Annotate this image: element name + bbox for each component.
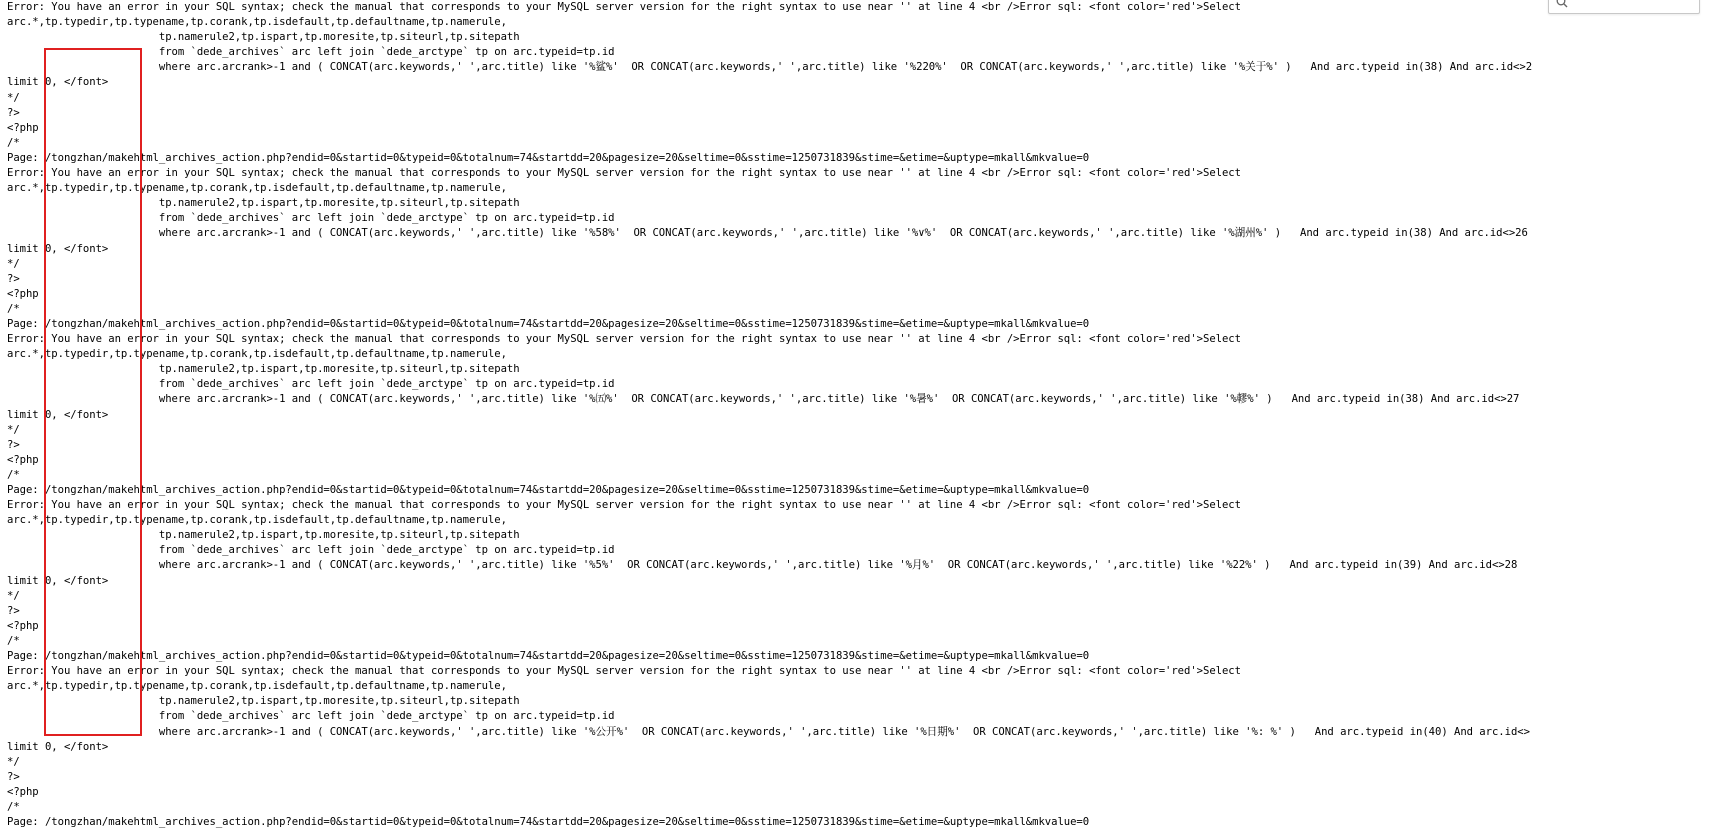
log-line: limit 0, </font>	[7, 242, 109, 255]
log-line: arc.*,tp.typedir,tp.typename,tp.corank,tp.isdefault,tp.defaultname,tp.namerule,	[7, 348, 507, 361]
log-line: Page: /tongzhan/makehtml_archives_action.php?endid=0&startid=0&typeid=0&totalnum=74&startdd=20&pagesize=20&seltime=0&sstime=1250731839&stime=&etime=&uptype=mkall&mkvalue=0	[7, 816, 1090, 829]
log-line: limit 0, </font>	[7, 740, 109, 753]
error-log-output	[7, 0, 1532, 830]
log-line: Error: You have an error in your SQL syntax; check the manual that corresponds to your MySQL server version for the right syntax to use near '' at line 4 <br />Error sql: <font color='red'>Select	[7, 1, 1241, 13]
log-line: <?php	[7, 785, 39, 798]
log-line: limit 0, </font>	[7, 408, 109, 421]
log-line: /*	[7, 468, 20, 481]
log-line: */	[7, 755, 20, 768]
log-line: tp.namerule2,tp.ispart,tp.moresite,tp.siteurl,tp.sitepath	[7, 529, 520, 542]
log-line: tp.namerule2,tp.ispart,tp.moresite,tp.siteurl,tp.sitepath	[7, 695, 520, 708]
log-line: */	[7, 589, 20, 602]
log-line: arc.*,tp.typedir,tp.typename,tp.corank,tp.isdefault,tp.defaultname,tp.namerule,	[7, 182, 507, 195]
log-line: Page: /tongzhan/makehtml_archives_action.php?endid=0&startid=0&typeid=0&totalnum=74&startdd=20&pagesize=20&seltime=0&sstime=1250731839&stime=&etime=&uptype=mkall&mkvalue=0	[7, 317, 1090, 330]
log-line: Page: /tongzhan/makehtml_archives_action.php?endid=0&startid=0&typeid=0&totalnum=74&startdd=20&pagesize=20&seltime=0&sstime=1250731839&stime=&etime=&uptype=mkall&mkvalue=0	[7, 484, 1090, 496]
log-line: arc.*,tp.typedir,tp.typename,tp.corank,tp.isdefault,tp.defaultname,tp.namerule,	[7, 514, 507, 527]
log-line: tp.namerule2,tp.ispart,tp.moresite,tp.siteurl,tp.sitepath	[7, 197, 520, 210]
log-line: limit 0, </font>	[7, 574, 109, 587]
log-line: Error: You have an error in your SQL syntax; check the manual that corresponds to your MySQL server version for the right syntax to use near '' at line 4 <br />Error sql: <font color='red'>Select	[7, 499, 1241, 512]
log-line: */	[7, 257, 20, 270]
log-line: */	[7, 423, 20, 436]
search-icon	[1556, 0, 1568, 8]
log-line: arc.*,tp.typedir,tp.typename,tp.corank,tp.isdefault,tp.defaultname,tp.namerule,	[7, 680, 507, 693]
log-line: from `dede_archives` arc left join `dede_arctype` tp on arc.typeid=tp.id	[7, 46, 615, 59]
log-line: Page: /tongzhan/makehtml_archives_action.php?endid=0&startid=0&typeid=0&totalnum=74&startdd=20&pagesize=20&seltime=0&sstime=1250731839&stime=&etime=&uptype=mkall&mkvalue=0	[7, 151, 1090, 164]
log-line: from `dede_archives` arc left join `dede_arctype` tp on arc.typeid=tp.id	[7, 544, 615, 557]
log-line: arc.*,tp.typedir,tp.typename,tp.corank,tp.isdefault,tp.defaultname,tp.namerule,	[7, 16, 507, 29]
log-line: ?>	[7, 106, 20, 119]
log-line: ?>	[7, 604, 20, 617]
log-line: where arc.arcrank>-1 and ( CONCAT(arc.keywords,' ',arc.title) like '%鲨%' OR CONCAT(arc.keywords,' ',arc.title) like '%220%' OR CONCAT(arc.keywords,' ',arc.title) like '%关于%' ) And arc.typeid in(38) And arc.id<>2	[7, 61, 1533, 74]
log-line: Error: You have an error in your SQL syntax; check the manual that corresponds to your MySQL server version for the right syntax to use near '' at line 4 <br />Error sql: <font color='red'>Select	[7, 167, 1241, 180]
log-line: Page: /tongzhan/makehtml_archives_action.php?endid=0&startid=0&typeid=0&totalnum=74&startdd=20&pagesize=20&seltime=0&sstime=1250731839&stime=&etime=&uptype=mkall&mkvalue=0	[7, 650, 1090, 663]
log-line: ?>	[7, 770, 20, 783]
log-line: <?php	[7, 619, 39, 632]
log-line: /*	[7, 634, 20, 647]
log-line: ?>	[7, 438, 20, 451]
log-line: Error: You have an error in your SQL syntax; check the manual that corresponds to your MySQL server version for the right syntax to use near '' at line 4 <br />Error sql: <font color='red'>Select	[7, 665, 1241, 678]
search-input[interactable]	[1548, 0, 1700, 14]
log-line: where arc.arcrank>-1 and ( CONCAT(arc.keywords,' ',arc.title) like '%㈤%' OR CONCAT(arc.keywords,' ',arc.title) like '%暑%' OR CONCAT(arc.keywords,' ',arc.title) like '%轇%' ) And arc.typeid in(38) And arc.id<>27	[7, 393, 1520, 406]
log-line: from `dede_archives` arc left join `dede_arctype` tp on arc.typeid=tp.id	[7, 710, 615, 723]
log-line: tp.namerule2,tp.ispart,tp.moresite,tp.siteurl,tp.sitepath	[7, 363, 520, 376]
log-line: ?>	[7, 272, 20, 285]
log-line: limit 0, </font>	[7, 76, 109, 89]
log-line: Error: You have an error in your SQL syntax; check the manual that corresponds to your MySQL server version for the right syntax to use near '' at line 4 <br />Error sql: <font color='red'>Select	[7, 333, 1241, 346]
log-line: /*	[7, 136, 20, 149]
log-line: /*	[7, 302, 20, 315]
log-line: <?php	[7, 453, 39, 466]
log-line: from `dede_archives` arc left join `dede_arctype` tp on arc.typeid=tp.id	[7, 212, 615, 225]
log-line: tp.namerule2,tp.ispart,tp.moresite,tp.siteurl,tp.sitepath	[7, 31, 520, 44]
log-line: <?php	[7, 121, 39, 134]
log-line: where arc.arcrank>-1 and ( CONCAT(arc.keywords,' ',arc.title) like '%5%' OR CONCAT(arc.keywords,' ',arc.title) like '%月%' OR CONCAT(arc.keywords,' ',arc.title) like '%22%' ) And arc.typeid in(39) And arc.id<>28	[7, 559, 1518, 572]
log-line: /*	[7, 800, 20, 813]
log-line: where arc.arcrank>-1 and ( CONCAT(arc.keywords,' ',arc.title) like '%公开%' OR CONCAT(arc.keywords,' ',arc.title) like '%日期%' OR CONCAT(arc.keywords,' ',arc.title) like '%: %' ) And arc.typeid in(40) And arc.id<>	[7, 725, 1530, 738]
log-line: where arc.arcrank>-1 and ( CONCAT(arc.keywords,' ',arc.title) like '%58%' OR CONCAT(arc.keywords,' ',arc.title) like '%∨%' OR CONCAT(arc.keywords,' ',arc.title) like '%湖州%' ) And arc.typeid in(38) And arc.id<>26	[7, 227, 1528, 240]
log-line: from `dede_archives` arc left join `dede_arctype` tp on arc.typeid=tp.id	[7, 378, 615, 391]
log-line: */	[7, 91, 20, 104]
log-line: <?php	[7, 287, 39, 300]
